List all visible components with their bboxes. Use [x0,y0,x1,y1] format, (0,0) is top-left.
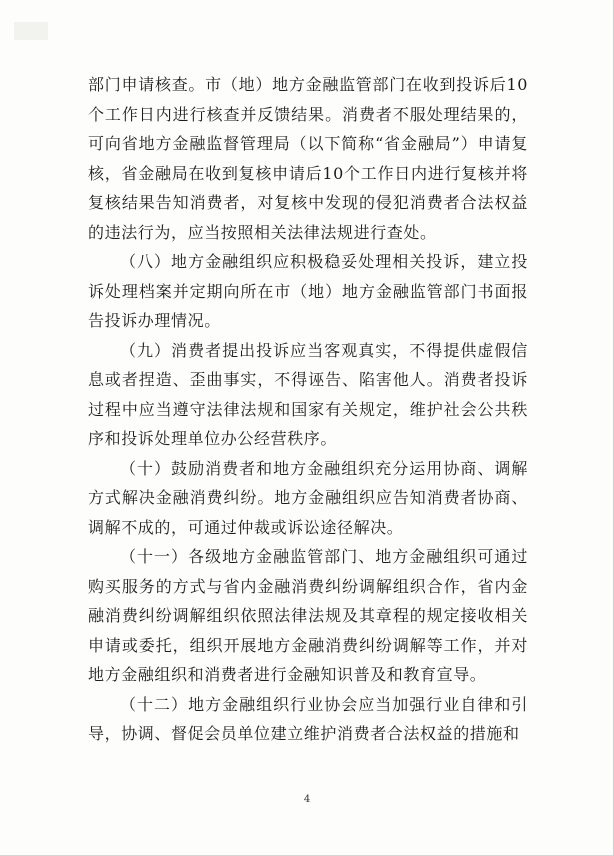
paragraph-item-9: （九）消费者提出投诉应当客观真实，不得提供虚假信息或者捏造、歪曲事实，不得诬告、陷害他人。消费者投诉过程中应当遵守法律法规和国家有关规定，维护社会公共秩序和投诉处理单位办公经营秩序。 [88,340,528,448]
document-body [88,70,528,749]
paragraph-item-8: （八）地方金融组织应积极稳妥处理相关投诉，建立投诉处理档案并定期向所在市（地）地方金融监管部门书面报告投诉办理情况。 [88,252,528,330]
paragraph-item-12: （十二）地方金融组织行业协会应当加强行业自律和引导，协调、督促会员单位建立维护消费者合法权益的措施和 [88,694,528,743]
page-number: 4 [303,794,311,805]
scan-artifact [14,22,48,40]
paragraph-item-11: （十一）各级地方金融监管部门、地方金融组织可通过购买服务的方式与省内金融消费纠纷调解组织合作，省内金融消费纠纷调解组织依照法律法规及其章程的规定接收相关申请或委托，组织开展地方金融消费纠纷调解等工作，并对地方金融组织和消费者进行金融知识普及和教育宣导。 [88,547,528,684]
paragraph-item-10: （十）鼓励消费者和地方金融组织充分运用协商、调解方式解决金融消费纠纷。地方金融组织应告知消费者协商、调解不成的，可通过仲裁或诉讼途径解决。 [88,458,528,537]
paragraph-continuation: 部门申请核查。市（地）地方金融监管部门在收到投诉后10个工作日内进行核查并反馈结果。消费者不服处理结果的，可向省地方金融监督管理局（以下简称“省金融局”）申请复核，省金融局在收到复核申请后10个工作日内进行复核并将复核结果告知消费者，对复核中发现的侵犯消费者合法权益的违法行为，应当按照相关法律法规进行查处。 [88,75,528,242]
